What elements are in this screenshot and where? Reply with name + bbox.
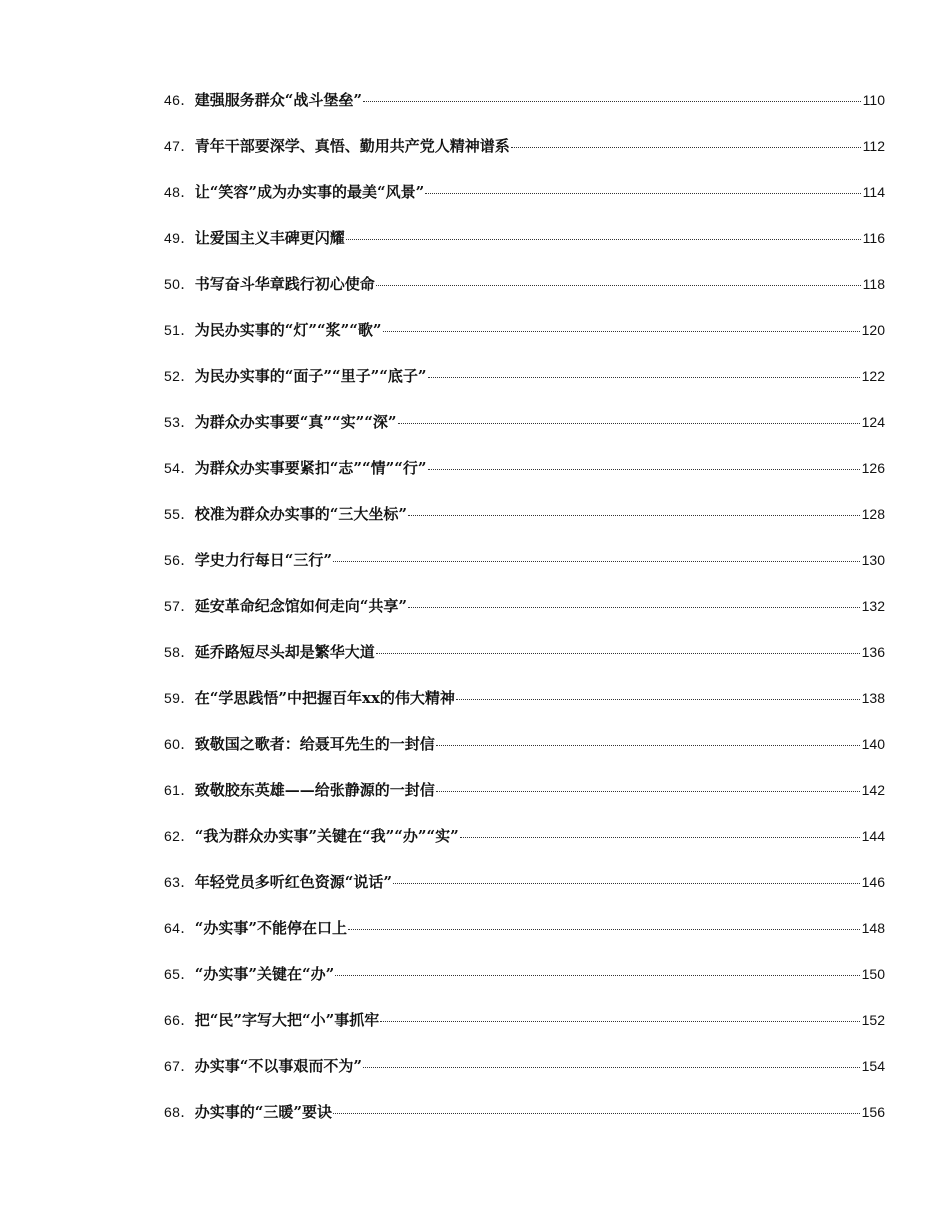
toc-entry[interactable] [164, 1054, 885, 1100]
toc-entry[interactable] [164, 134, 885, 180]
entry-number: 62． [164, 828, 195, 844]
toc-entry[interactable] [164, 686, 885, 732]
entry-page-number: 126 [861, 460, 885, 476]
dot-leader [436, 745, 860, 746]
dot-leader [335, 975, 859, 976]
toc-entry[interactable] [164, 962, 885, 1008]
dot-leader [428, 469, 860, 470]
entry-title: 把“民”字写大把“小”事抓牢 [194, 1011, 380, 1029]
entry-page-number: 110 [862, 92, 885, 108]
entry-page-number: 146 [861, 874, 885, 890]
dot-leader [393, 883, 860, 884]
dot-leader [398, 423, 860, 424]
entry-title: 建强服务群众“战斗堡垒” [194, 91, 363, 109]
entry-page-number: 136 [861, 644, 885, 660]
entry-number: 66． [164, 1012, 195, 1028]
entry-number: 60． [164, 736, 195, 752]
entry-title: 办实事的“三暖”要诀 [194, 1103, 333, 1121]
entry-title: 为群众办实事要紧扣“志”“情”“行” [194, 459, 427, 477]
entry-title: “办实事”不能停在口上 [194, 919, 348, 937]
dot-leader [346, 239, 861, 240]
entry-title: 致敬国之歌者：给聂耳先生的一封信 [194, 735, 435, 753]
entry-number: 63． [164, 874, 195, 890]
toc-entry[interactable] [164, 456, 885, 502]
toc-entry[interactable] [164, 824, 885, 870]
entry-page-number: 154 [861, 1058, 885, 1074]
entry-title: 为民办实事的“灯”“浆”“歌” [194, 321, 382, 339]
entry-title: 延乔路短尽头却是繁华大道 [194, 643, 375, 661]
dot-leader [436, 791, 860, 792]
entry-page-number: 118 [862, 276, 885, 292]
entry-page-number: 144 [861, 828, 885, 844]
entry-page-number: 122 [861, 368, 885, 384]
dot-leader [348, 929, 860, 930]
entry-number: 47． [164, 138, 195, 154]
entry-number: 55． [164, 506, 195, 522]
toc-entry[interactable] [164, 502, 885, 548]
entry-page-number: 130 [861, 552, 885, 568]
entry-title: 为群众办实事要“真”“实”“深” [194, 413, 397, 431]
entry-page-number: 132 [861, 598, 885, 614]
entry-title: 致敬胶东英雄——给张静源的一封信 [194, 781, 435, 799]
dot-leader [333, 561, 860, 562]
dot-leader [380, 1021, 859, 1022]
entry-number: 48． [164, 184, 195, 200]
entry-page-number: 142 [861, 782, 885, 798]
toc-entry[interactable] [164, 1008, 885, 1054]
dot-leader [460, 837, 860, 838]
entry-title: 在“学思践悟”中把握百年xx的伟大精神 [194, 689, 455, 707]
toc-entry[interactable] [164, 88, 885, 134]
entry-number: 59． [164, 690, 195, 706]
entry-page-number: 114 [862, 184, 885, 200]
toc-entry[interactable] [164, 778, 885, 824]
entry-page-number: 148 [861, 920, 885, 936]
entry-number: 61． [164, 782, 195, 798]
entry-page-number: 138 [861, 690, 885, 706]
table-of-contents [164, 88, 885, 1146]
entry-title: 青年干部要深学、真悟、勤用共产党人精神谱系 [194, 137, 510, 155]
entry-number: 49． [164, 230, 195, 246]
entry-page-number: 140 [861, 736, 885, 752]
entry-number: 50． [164, 276, 195, 292]
dot-leader [376, 285, 861, 286]
entry-page-number: 150 [861, 966, 885, 982]
dot-leader [456, 699, 860, 700]
toc-entry[interactable] [164, 180, 885, 226]
entry-title: 学史力行每日“三行” [194, 551, 333, 569]
toc-entry[interactable] [164, 410, 885, 456]
toc-entry[interactable] [164, 594, 885, 640]
dot-leader [363, 1067, 860, 1068]
entry-page-number: 156 [861, 1104, 885, 1120]
entry-number: 68． [164, 1104, 195, 1120]
entry-title: 年轻党员多听红色资源“说话” [194, 873, 393, 891]
entry-page-number: 120 [861, 322, 885, 338]
dot-leader [428, 377, 860, 378]
dot-leader [363, 101, 861, 102]
toc-entry[interactable] [164, 548, 885, 594]
dot-leader [425, 193, 860, 194]
toc-entry[interactable] [164, 870, 885, 916]
entry-number: 56． [164, 552, 195, 568]
entry-number: 58． [164, 644, 195, 660]
toc-entry[interactable] [164, 732, 885, 778]
entry-title: 办实事“不以事艰而不为” [194, 1057, 363, 1075]
entry-number: 57． [164, 598, 195, 614]
toc-entry[interactable] [164, 364, 885, 410]
entry-title: “我为群众办实事”关键在“我”“办”“实” [194, 827, 459, 845]
toc-entry[interactable] [164, 640, 885, 686]
entry-number: 54． [164, 460, 195, 476]
entry-title: 为民办实事的“面子”“里子”“底子” [194, 367, 427, 385]
entry-title: 延安革命纪念馆如何走向“共享” [194, 597, 408, 615]
dot-leader [376, 653, 860, 654]
entry-number: 46． [164, 92, 195, 108]
entry-number: 51． [164, 322, 195, 338]
entry-title: “办实事”关键在“办” [194, 965, 335, 983]
entry-number: 53． [164, 414, 195, 430]
toc-entry[interactable] [164, 916, 885, 962]
entry-number: 67． [164, 1058, 195, 1074]
entry-number: 64． [164, 920, 195, 936]
dot-leader [408, 515, 860, 516]
toc-entry[interactable] [164, 318, 885, 364]
entry-title: 让“笑容”成为办实事的最美“风景” [194, 183, 425, 201]
entry-page-number: 116 [862, 230, 885, 246]
entry-title: 校准为群众办实事的“三大坐标” [194, 505, 408, 523]
toc-entry[interactable] [164, 272, 885, 318]
entry-page-number: 124 [861, 414, 885, 430]
toc-entry[interactable] [164, 226, 885, 272]
entry-title: 书写奋斗华章践行初心使命 [194, 275, 375, 293]
entry-page-number: 152 [861, 1012, 885, 1028]
dot-leader [333, 1113, 860, 1114]
dot-leader [511, 147, 861, 148]
entry-page-number: 112 [862, 138, 885, 154]
entry-number: 65． [164, 966, 195, 982]
toc-entry[interactable] [164, 1100, 885, 1146]
dot-leader [408, 607, 860, 608]
entry-page-number: 128 [861, 506, 885, 522]
dot-leader [383, 331, 860, 332]
entry-title: 让爱国主义丰碑更闪耀 [194, 229, 345, 247]
entry-number: 52． [164, 368, 195, 384]
